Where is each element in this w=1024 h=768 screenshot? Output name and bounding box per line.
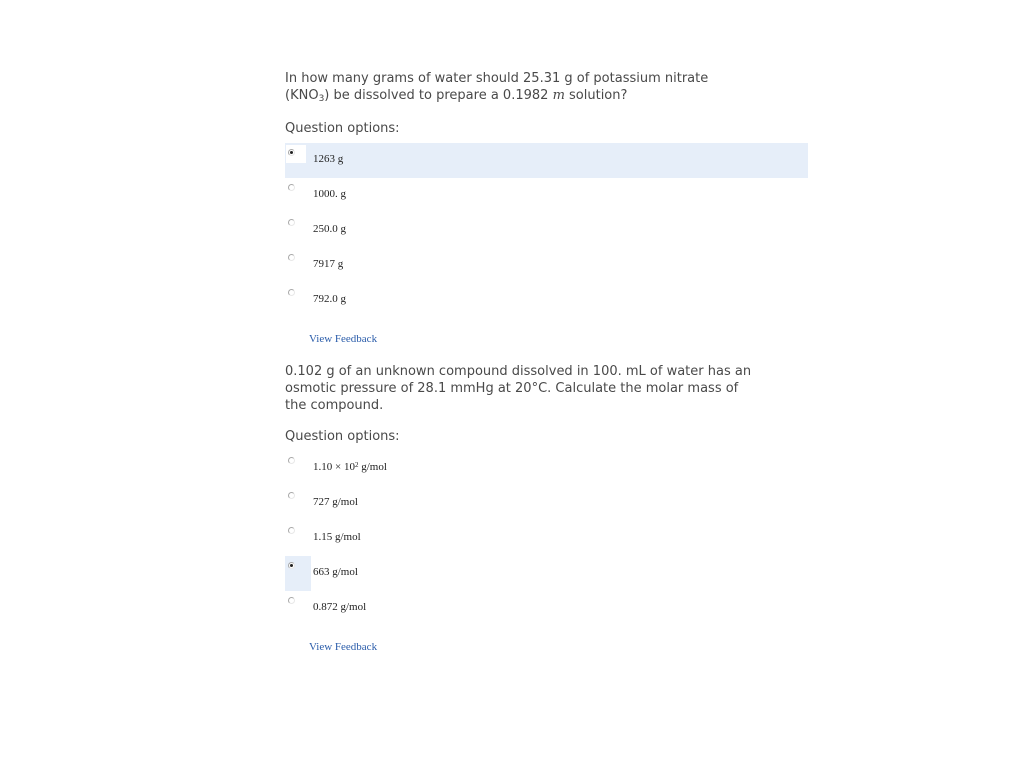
question-text-line: In how many grams of water should 25.31 g of potassium nitrate <box>285 71 709 86</box>
options-heading: Question options: <box>285 429 400 444</box>
question-1 <box>285 70 808 346</box>
radio-container[interactable] <box>286 285 306 303</box>
radio-button[interactable] <box>288 492 295 499</box>
radio-button[interactable] <box>288 597 295 604</box>
option-label[interactable]: 0.872 g/mol <box>313 601 367 613</box>
option-row[interactable] <box>285 486 808 521</box>
radio-selected-dot <box>290 151 293 154</box>
question-text-line <box>285 87 745 106</box>
question-2 <box>285 363 808 654</box>
radio-container[interactable] <box>285 556 311 591</box>
option-row[interactable] <box>285 248 808 283</box>
option-label[interactable]: 250.0 g <box>313 223 346 235</box>
radio-button[interactable] <box>288 219 295 226</box>
option-label[interactable]: 1263 g <box>313 153 344 165</box>
option-label[interactable]: 792.0 g <box>313 293 346 305</box>
radio-selected-dot <box>290 564 293 567</box>
radio-button[interactable] <box>288 254 295 261</box>
text-segment: 1.10 × 10 <box>313 461 355 473</box>
option-label[interactable] <box>313 460 387 474</box>
radio-container[interactable] <box>286 250 306 268</box>
text-segment: (KNO <box>285 88 319 103</box>
option-row[interactable] <box>285 213 808 248</box>
subscript: 3 <box>318 94 325 104</box>
radio-button[interactable] <box>288 289 295 296</box>
view-feedback-link[interactable]: View Feedback <box>309 333 378 345</box>
option-row[interactable] <box>285 143 808 178</box>
option-row[interactable] <box>285 556 808 591</box>
option-row[interactable] <box>285 451 808 486</box>
option-label[interactable]: 727 g/mol <box>313 496 358 508</box>
question-text <box>285 363 752 414</box>
radio-container[interactable] <box>286 453 306 471</box>
radio-button[interactable] <box>288 527 295 534</box>
options-heading: Question options: <box>285 121 400 136</box>
question-text <box>285 70 745 106</box>
radio-container[interactable] <box>286 523 306 541</box>
view-feedback-link[interactable]: View Feedback <box>309 641 378 653</box>
question-text-line: the compound. <box>285 398 384 413</box>
option-label[interactable]: 1000. g <box>313 188 346 200</box>
option-label[interactable]: 7917 g <box>313 258 344 270</box>
text-segment: solution? <box>564 88 628 103</box>
radio-button[interactable] <box>288 457 295 464</box>
option-list <box>285 451 808 626</box>
option-list <box>285 143 808 318</box>
radio-container[interactable] <box>286 180 306 198</box>
radio-button[interactable] <box>288 184 295 191</box>
radio-container[interactable] <box>286 215 306 233</box>
option-label[interactable]: 1.15 g/mol <box>313 531 361 543</box>
radio-container[interactable] <box>286 488 306 506</box>
radio-container[interactable] <box>286 145 306 163</box>
radio-container[interactable] <box>286 593 306 611</box>
radio-button[interactable] <box>288 149 295 156</box>
text-segment: ) be dissolved to prepare a 0.1982 <box>324 88 553 103</box>
superscript: 2 <box>354 461 359 469</box>
option-row[interactable] <box>285 521 808 556</box>
option-row[interactable] <box>285 591 808 626</box>
molality-symbol: m <box>552 88 565 103</box>
option-label[interactable]: 663 g/mol <box>313 566 358 578</box>
question-text-line: osmotic pressure of 28.1 mmHg at 20°C. Calculate the molar mass of <box>285 381 739 396</box>
text-segment: g/mol <box>358 461 387 473</box>
radio-button[interactable] <box>288 562 295 569</box>
option-row[interactable] <box>285 283 808 318</box>
option-row[interactable] <box>285 178 808 213</box>
question-text-line: 0.102 g of an unknown compound dissolved in 100. mL of water has an <box>285 364 752 379</box>
